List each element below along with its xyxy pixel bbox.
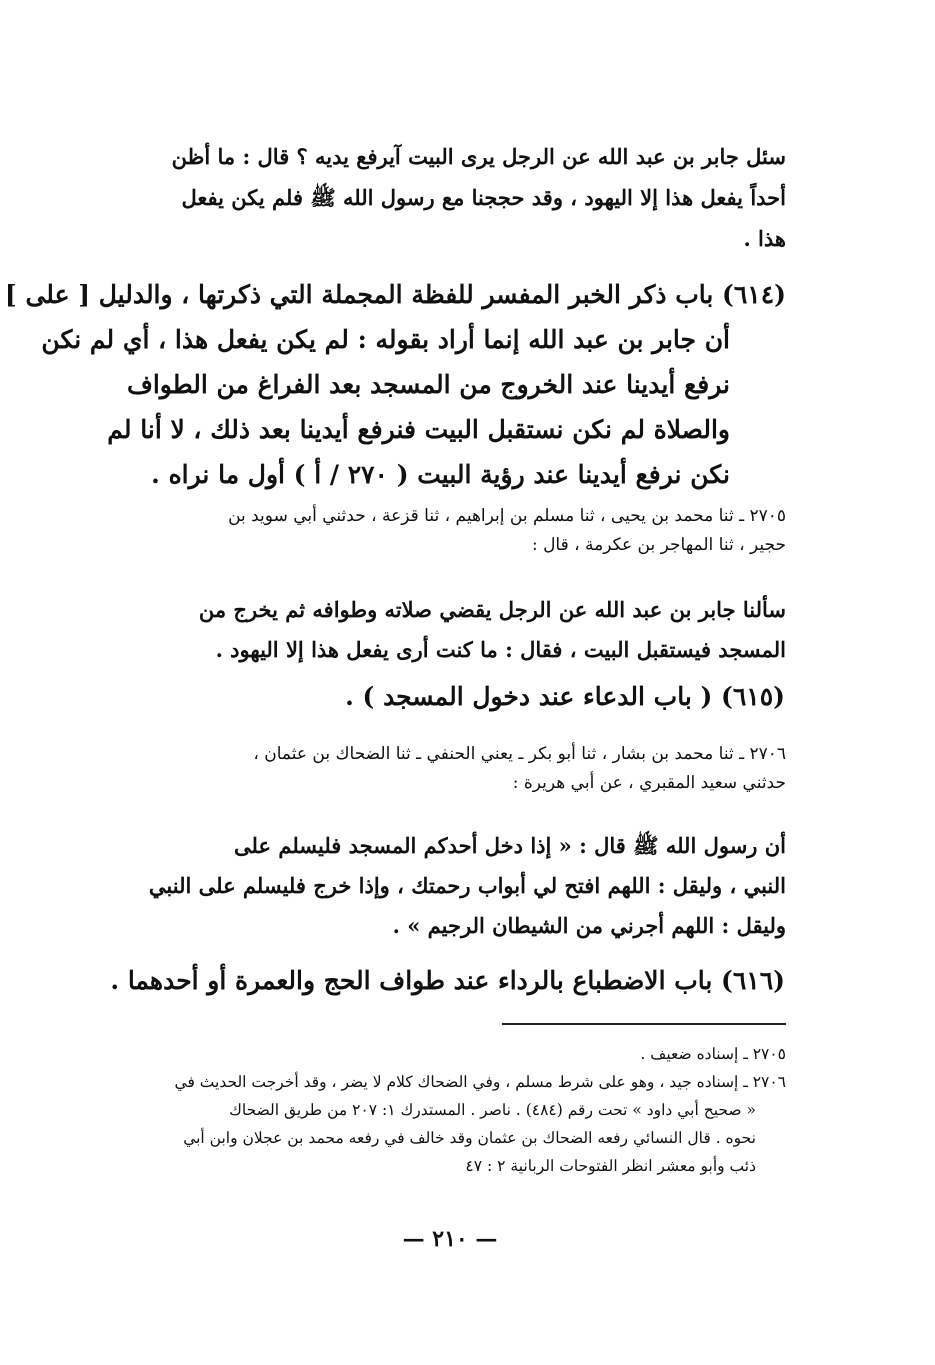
matn-line: وليقل : اللهم أجرني من الشيطان الرجيم » . [392,913,786,938]
heading-line: نرفع أيدينا عند الخروج من المسجد بعد الفراغ من الطواف [126,370,730,399]
page-number: — ٢١٠ — [402,1226,498,1252]
matn-line: أن رسول الله ﷺ قال : « إذا دخل أحدكم المسجد فليسلم على [234,833,786,858]
footnote-line: نحوه . قال النسائي رفعه الضحاك بن عثمان وقد خالف في رفعه محمد بن عجلان وابن أبي [183,1129,756,1147]
heading-line: والصلاة لم نكن نستقبل البيت فنرفع أيدينا بعد ذلك ، لا أنا لم [107,415,730,444]
footnote-line: « صحيح أبي داود » تحت رقم (٤٨٤) . ناصر . المستدرك ١: ٢٠٧ من طريق الضحاك [229,1101,756,1119]
footnote-line: ٢٧٠٦ ـ إسناده جيد ، وهو على شرط مسلم ، وفي الضحاك كلام لا يضر ، وقد أخرجت الحديث في [174,1073,786,1091]
footnote-line: ٢٧٠٥ ـ إسناده ضعيف . [640,1045,786,1063]
opening-paragraph [108,136,786,259]
matn-line: المسجد فيستقبل البيت ، فقال : ما كنت أرى يفعل هذا إلا اليهود . [215,637,786,662]
matn-2706 [110,826,786,946]
heading-line: (٦١٤) باب ذكر الخبر المفسر للفظة المجملة التي ذكرتها ، والدليل [ على ] [4,280,786,309]
heading-line: نكن نرفع أيدينا عند رؤية البيت ( ٢٧٠ / أ ) أول ما نراه . [151,460,730,489]
chapter-heading-614 [4,272,786,497]
isnad-line: حدثني سعيد المقبري ، عن أبي هريرة : [512,773,786,793]
chapter-heading-615: (٦١٥) ( باب الدعاء عند دخول المسجد ) . [345,682,785,711]
isnad-line: ٢٧٠٥ ـ ثنا محمد بن يحيى ، ثنا مسلم بن إبراهيم ، ثنا قزعة ، حدثني أبي سويد بن [228,506,786,526]
matn-line: سألنا جابر بن عبد الله عن الرجل يقضي صلاته وطوافه ثم يخرج من [198,597,786,622]
text-line: أحداً يفعل هذا إلا اليهود ، وقد حججنا مع رسول الله ﷺ فلم يكن يفعل [181,185,786,210]
heading-line: أن جابر بن عبد الله إنما أراد بقوله : لم يكن يفعل هذا ، أي لم نكن [41,325,730,354]
matn-2705 [110,590,786,670]
isnad-2706 [110,740,786,798]
chapter-heading-616: (٦١٦) باب الاضطباع بالرداء عند طواف الحج والعمرة أو أحدهما . [110,966,785,995]
matn-line: النبي ، وليقل : اللهم افتح لي أبواب رحمتك ، وإذا خرج فليسلم على النبي [148,873,786,898]
text-line: سئل جابر بن عبد الله عن الرجل يرى البيت آيرفع يديه ؟ قال : ما أظن [171,144,786,169]
isnad-line: حجير ، ثنا المهاجر بن عكرمة ، قال : [531,535,786,555]
text-line: هذا . [743,226,786,251]
isnad-line: ٢٧٠٦ ـ ثنا محمد بن بشار ، ثنا أبو بكر ـ يعني الحنفي ـ ثنا الضحاك بن عثمان ، [253,744,786,764]
isnad-2705 [110,502,786,560]
footnote-line: ذئب وأبو معشر انظر الفتوحات الربانية ٢ : ٤٧ [465,1157,756,1175]
footnotes [120,1040,786,1180]
footnote-divider [502,1023,786,1025]
